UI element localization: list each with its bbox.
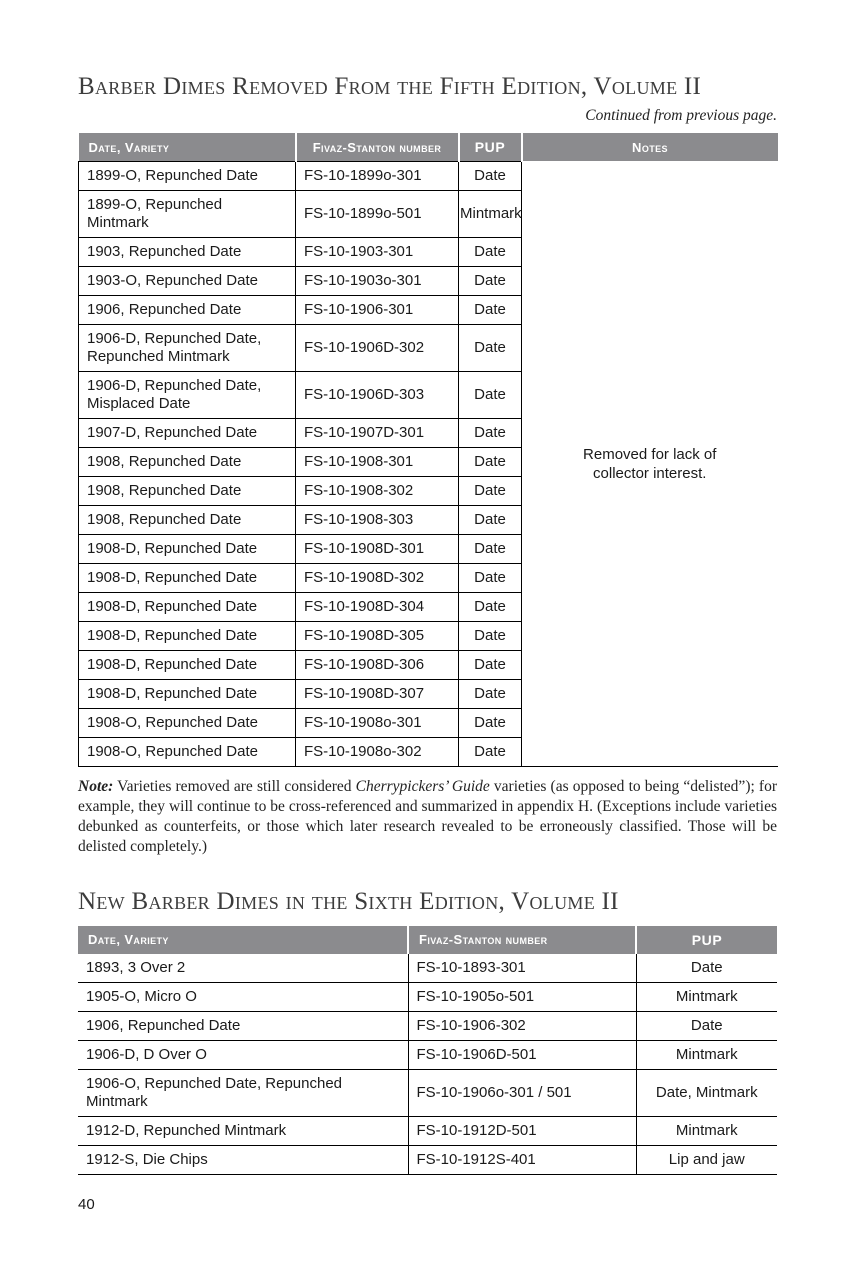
fs-number-cell: FS-10-1903-301	[296, 237, 459, 266]
variety-cell: 1907-D, Repunched Date	[79, 418, 296, 447]
fs-number-cell: FS-10-1907D-301	[296, 418, 459, 447]
fs-number-cell: FS-10-1906D-303	[296, 371, 459, 418]
fs-number-cell: FS-10-1908o-301	[296, 708, 459, 737]
variety-cell: 1908-D, Repunched Date	[79, 679, 296, 708]
fs-number-cell: FS-10-1899o-301	[296, 161, 459, 190]
notes-spanning-cell: Removed for lack of collector interest.	[522, 161, 778, 766]
variety-cell: 1906-O, Repunched Date, Repunched Mintmark	[78, 1070, 408, 1117]
pup-cell: Date	[459, 418, 522, 447]
variety-cell: 1903-O, Repunched Date	[79, 266, 296, 295]
section-title-removed: Barber Dimes Removed From the Fifth Edition, Volume II	[78, 73, 702, 100]
pup-cell: Date	[459, 621, 522, 650]
new-table-row	[78, 1146, 777, 1175]
header-notes: Notes	[522, 133, 778, 161]
pup-cell: Date	[459, 592, 522, 621]
fs-number-cell: FS-10-1906o-301 / 501	[408, 1070, 636, 1117]
pup-cell: Mintmark	[459, 190, 522, 237]
removed-table-body	[79, 161, 778, 766]
fs-number-cell: FS-10-1908-301	[296, 447, 459, 476]
variety-cell: 1908, Repunched Date	[79, 476, 296, 505]
note-paragraph	[78, 777, 777, 857]
pup-cell: Date	[459, 563, 522, 592]
pup-cell: Mintmark	[636, 1117, 777, 1146]
variety-cell: 1908-D, Repunched Date	[79, 534, 296, 563]
variety-cell: 1908, Repunched Date	[79, 505, 296, 534]
removed-table-row	[79, 161, 778, 190]
fs-number-cell: FS-10-1903o-301	[296, 266, 459, 295]
new-table-row	[78, 983, 777, 1012]
header-date-variety: Date, Variety	[79, 133, 296, 161]
note-text-part2: varieties (as opposed to being “delisted”); for example, they will continue to be cross-referenced and summarized in appendix H. (Exceptions include varieties debunked as counterfeits, or those which later research revealed to be erroneously classified. Those will be delisted completely.)	[78, 777, 777, 855]
pup-cell: Date	[459, 534, 522, 563]
section-title-new: New Barber Dimes in the Sixth Edition, Volume II	[78, 887, 619, 915]
variety-cell: 1908-O, Repunched Date	[79, 737, 296, 766]
pup-cell: Date	[459, 679, 522, 708]
page	[78, 0, 777, 1175]
variety-cell: 1908-D, Repunched Date	[79, 621, 296, 650]
variety-cell: 1906, Repunched Date	[79, 295, 296, 324]
pup-cell: Date	[459, 505, 522, 534]
fs-number-cell: FS-10-1908-302	[296, 476, 459, 505]
header-date-variety: Date, Variety	[78, 926, 408, 954]
variety-cell: 1906-D, Repunched Date, Misplaced Date	[79, 371, 296, 418]
fs-number-cell: FS-10-1893-301	[408, 954, 636, 983]
variety-cell: 1899-O, Repunched Mintmark	[79, 190, 296, 237]
fs-number-cell: FS-10-1908D-302	[296, 563, 459, 592]
note-text-part1: Varieties removed are still considered	[113, 777, 356, 795]
fs-number-cell: FS-10-1908D-306	[296, 650, 459, 679]
new-table-row	[78, 1012, 777, 1041]
new-table-row	[78, 1041, 777, 1070]
pup-cell: Date, Mintmark	[636, 1070, 777, 1117]
fs-number-cell: FS-10-1906-302	[408, 1012, 636, 1041]
fs-number-cell: FS-10-1908D-305	[296, 621, 459, 650]
pup-cell: Date	[459, 371, 522, 418]
pup-cell: Date	[459, 737, 522, 766]
new-table-row	[78, 1117, 777, 1146]
header-fs-number: Fivaz-Stanton number	[408, 926, 636, 954]
variety-cell: 1906-D, Repunched Date, Repunched Mintmark	[79, 324, 296, 371]
variety-cell: 1893, 3 Over 2	[78, 954, 408, 983]
fs-number-cell: FS-10-1912S-401	[408, 1146, 636, 1175]
pup-cell: Date	[636, 1012, 777, 1041]
fs-number-cell: FS-10-1908D-307	[296, 679, 459, 708]
new-table-body	[78, 954, 777, 1175]
fs-number-cell: FS-10-1908-303	[296, 505, 459, 534]
header-pup: PUP	[459, 133, 522, 161]
note-label: Note:	[78, 777, 114, 795]
pup-cell: Mintmark	[636, 1041, 777, 1070]
removed-dimes-table	[78, 133, 778, 767]
header-fs-number: Fivaz-Stanton number	[296, 133, 459, 161]
variety-cell: 1908-D, Repunched Date	[79, 592, 296, 621]
page-number: 40	[78, 1196, 95, 1213]
pup-cell: Date	[459, 295, 522, 324]
new-table-row	[78, 954, 777, 983]
pup-cell: Date	[459, 161, 522, 190]
fs-number-cell: FS-10-1905o-501	[408, 983, 636, 1012]
pup-cell: Date	[459, 447, 522, 476]
variety-cell: 1906, Repunched Date	[78, 1012, 408, 1041]
pup-cell: Lip and jaw	[636, 1146, 777, 1175]
fs-number-cell: FS-10-1912D-501	[408, 1117, 636, 1146]
header-pup: PUP	[636, 926, 777, 954]
pup-cell: Date	[459, 708, 522, 737]
variety-cell: 1908-O, Repunched Date	[79, 708, 296, 737]
variety-cell: 1908-D, Repunched Date	[79, 650, 296, 679]
fs-number-cell: FS-10-1906D-501	[408, 1041, 636, 1070]
pup-cell: Date	[636, 954, 777, 983]
variety-cell: 1899-O, Repunched Date	[79, 161, 296, 190]
pup-cell: Date	[459, 266, 522, 295]
pup-cell: Date	[459, 324, 522, 371]
variety-cell: 1905-O, Micro O	[78, 983, 408, 1012]
fs-number-cell: FS-10-1906-301	[296, 295, 459, 324]
new-table-header-row	[78, 926, 777, 954]
continued-from-previous-page: Continued from previous page.	[585, 107, 777, 125]
note-book-title: Cherrypickers’ Guide	[355, 777, 490, 795]
fs-number-cell: FS-10-1908D-304	[296, 592, 459, 621]
fs-number-cell: FS-10-1908o-302	[296, 737, 459, 766]
variety-cell: 1906-D, D Over O	[78, 1041, 408, 1070]
variety-cell: 1908, Repunched Date	[79, 447, 296, 476]
new-dimes-table	[78, 926, 777, 1176]
fs-number-cell: FS-10-1908D-301	[296, 534, 459, 563]
new-table-row	[78, 1070, 777, 1117]
fs-number-cell: FS-10-1906D-302	[296, 324, 459, 371]
variety-cell: 1908-D, Repunched Date	[79, 563, 296, 592]
pup-cell: Date	[459, 650, 522, 679]
variety-cell: 1903, Repunched Date	[79, 237, 296, 266]
variety-cell: 1912-D, Repunched Mintmark	[78, 1117, 408, 1146]
variety-cell: 1912-S, Die Chips	[78, 1146, 408, 1175]
removed-table-header-row	[79, 133, 778, 161]
pup-cell: Date	[459, 237, 522, 266]
fs-number-cell: FS-10-1899o-501	[296, 190, 459, 237]
pup-cell: Mintmark	[636, 983, 777, 1012]
pup-cell: Date	[459, 476, 522, 505]
